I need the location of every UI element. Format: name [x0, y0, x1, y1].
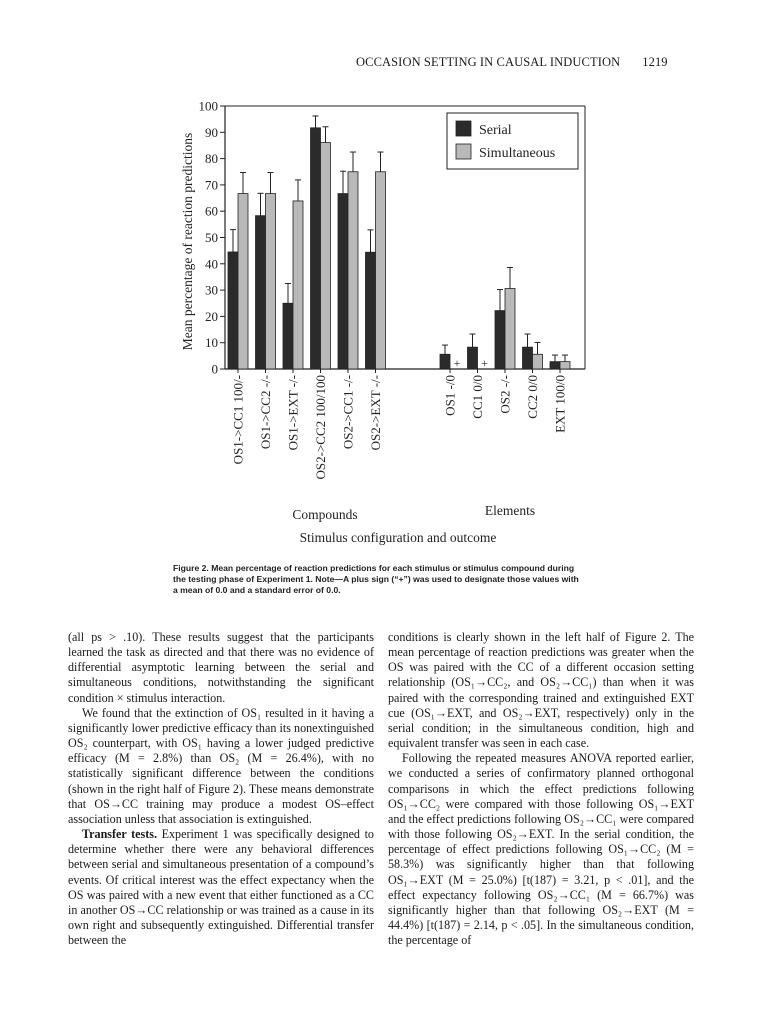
zero-value-marker: +: [481, 356, 488, 370]
section-run-in-heading: Transfer tests.: [82, 827, 158, 842]
figure-caption-label: Figure 2.: [173, 563, 209, 573]
bar: [238, 194, 248, 369]
y-axis-ticks: [199, 99, 226, 377]
bar: [338, 194, 348, 369]
paragraph: conditions is clearly shown in the left half of Figure 2. The mean percentage of reaction predictions was greater when the OS was paired with the CC of a different occasion setting relationship (OS₁→CC₂, and OS₂→CC₁) than when it was paired with the corresponding trained and extinguished EXT cue (OS₁→EXT, and OS₂→EXT, respectively) only in the serial condition; in the simultaneous condition, high and equivalent transfer was seen in each case.: [388, 630, 694, 751]
x-axis-category-labels: [231, 369, 568, 479]
running-head-title: OCCASION SETTING IN CAUSAL INDUCTION: [356, 55, 621, 69]
y-tick-label: 40: [205, 256, 218, 272]
legend-label: Simultaneous: [479, 146, 556, 161]
y-tick-label: 100: [198, 98, 218, 114]
x-category-label: CC2 0/0: [525, 375, 540, 419]
bar: [533, 354, 543, 369]
bar: [366, 252, 376, 369]
running-head: [356, 55, 668, 70]
paragraph: Following the repeated measures ANOVA reported earlier, we conducted a series of confirmatory planned orthogonal comparisons in which the effect predictions following OS₁→CC₂ were compared with those following OS₁→EXT and the effect predictions following OS₂→CC₁ were compared with those following OS₂→EXT. In the serial condition, the percentage of effect predictions following OS₁→CC₂ (M = 58.3%) was significantly higher than that following OS₁→EXT (M = 25.0%) [t(187) = 3.21, p < .01], and the effect expectancy following OS₂→CC₁ (M = 66.7%) was significantly higher than that following OS₂→EXT (M = 44.4%) [t(187) = 2.14, p < .05]. In the simultaneous condition, the percentage of: [388, 751, 694, 948]
bar: [228, 252, 238, 369]
bar: [440, 354, 450, 369]
legend-swatch: [456, 121, 471, 136]
x-group-label-compounds: Compounds: [292, 507, 358, 522]
x-category-label: OS2 -/-: [497, 375, 513, 414]
y-tick-label: 30: [205, 282, 218, 298]
bar: [348, 172, 358, 369]
x-category-label: CC1 0/0: [470, 375, 485, 419]
y-tick-label: 10: [205, 335, 218, 351]
y-tick-label: 0: [211, 361, 218, 377]
body-column-left: [68, 630, 374, 948]
bar: [293, 201, 303, 369]
x-category-label: OS2->CC1 -/-: [340, 375, 356, 450]
paragraph: (all ps > .10). These results suggest that the participants learned the task as directed and that there was no evidence of differential asymptotic learning between the serial and simultaneous conditions, notwithstanding the significant condition × stimulus interaction.: [68, 630, 374, 705]
bar: [550, 362, 560, 369]
paragraph: We found that the extinction of OS₁ resulted in it having a significantly lower predictive efficacy than its nonextinguished OS₂ counterpart, with OS₁ having a lower judged predictive efficacy (M = 2.8%) than OS₂ (M = 26.4%), with no statistically significant difference between the conditions (shown in the right half of Figure 2). These means demonstrate that OS→CC training may produce a modest OS–effect association unless that association is extinguished.: [68, 705, 374, 826]
y-tick-label: 20: [205, 308, 218, 324]
y-tick-label: 70: [205, 177, 218, 193]
y-tick-label: 90: [205, 124, 218, 140]
x-category-label: OS1->EXT -/-: [285, 375, 301, 451]
chart-legend: [447, 113, 578, 169]
page-number: 1219: [642, 55, 668, 69]
bar: [321, 143, 331, 369]
legend-label: Serial: [479, 123, 512, 138]
bar: [256, 216, 266, 369]
x-category-label: OS2->EXT -/-: [368, 375, 383, 451]
x-category-label: OS1->CC1 100/-: [230, 375, 246, 465]
paragraph-text: Experiment 1 was specifically designed to determine whether there were any behavioral differences between serial and simultaneous presentation of a compound’s events. Of critical interest was the effect expectancy when the OS was paired with a new event that either functioned as a CC in another OS→CC relationship or was trained as a cause in its own right and subsequently extinguished. Differential transfer between the: [68, 827, 374, 948]
bar: [376, 172, 386, 369]
bar: [523, 347, 533, 369]
figure-caption-text: Mean percentage of reaction predictions for each stimulus or stimulus compound during the testing phase of Experiment 1. Note—A plus sign (“+”) was used to designate those values with a mean of 0.0 and a standard error of 0.0.: [173, 563, 579, 595]
bar: [311, 128, 321, 369]
x-category-label: OS2->CC2 100/100: [313, 375, 328, 480]
zero-value-marker: +: [453, 356, 461, 370]
x-category-label: EXT 100/0: [552, 375, 568, 433]
figure-caption: [173, 563, 585, 596]
y-tick-label: 80: [205, 151, 218, 167]
bar: [505, 289, 515, 369]
y-tick-label: 50: [205, 230, 218, 245]
x-axis-title: Stimulus configuration and outcome: [299, 530, 497, 545]
y-axis-title: Mean percentage of reaction predictions: [180, 132, 195, 351]
legend-swatch: [456, 144, 471, 159]
bar: [560, 362, 570, 369]
x-category-label: OS1->CC2 -/-: [258, 375, 273, 450]
bar: [495, 311, 505, 369]
x-category-label: OS1 -/0: [442, 375, 458, 416]
body-column-right: [388, 630, 694, 948]
figure-2-bar-chart: [160, 96, 600, 556]
y-tick-label: 60: [205, 203, 218, 219]
bar: [283, 303, 293, 369]
bar: [468, 347, 478, 369]
bar: [266, 194, 276, 369]
x-group-label-elements: Elements: [484, 503, 536, 518]
